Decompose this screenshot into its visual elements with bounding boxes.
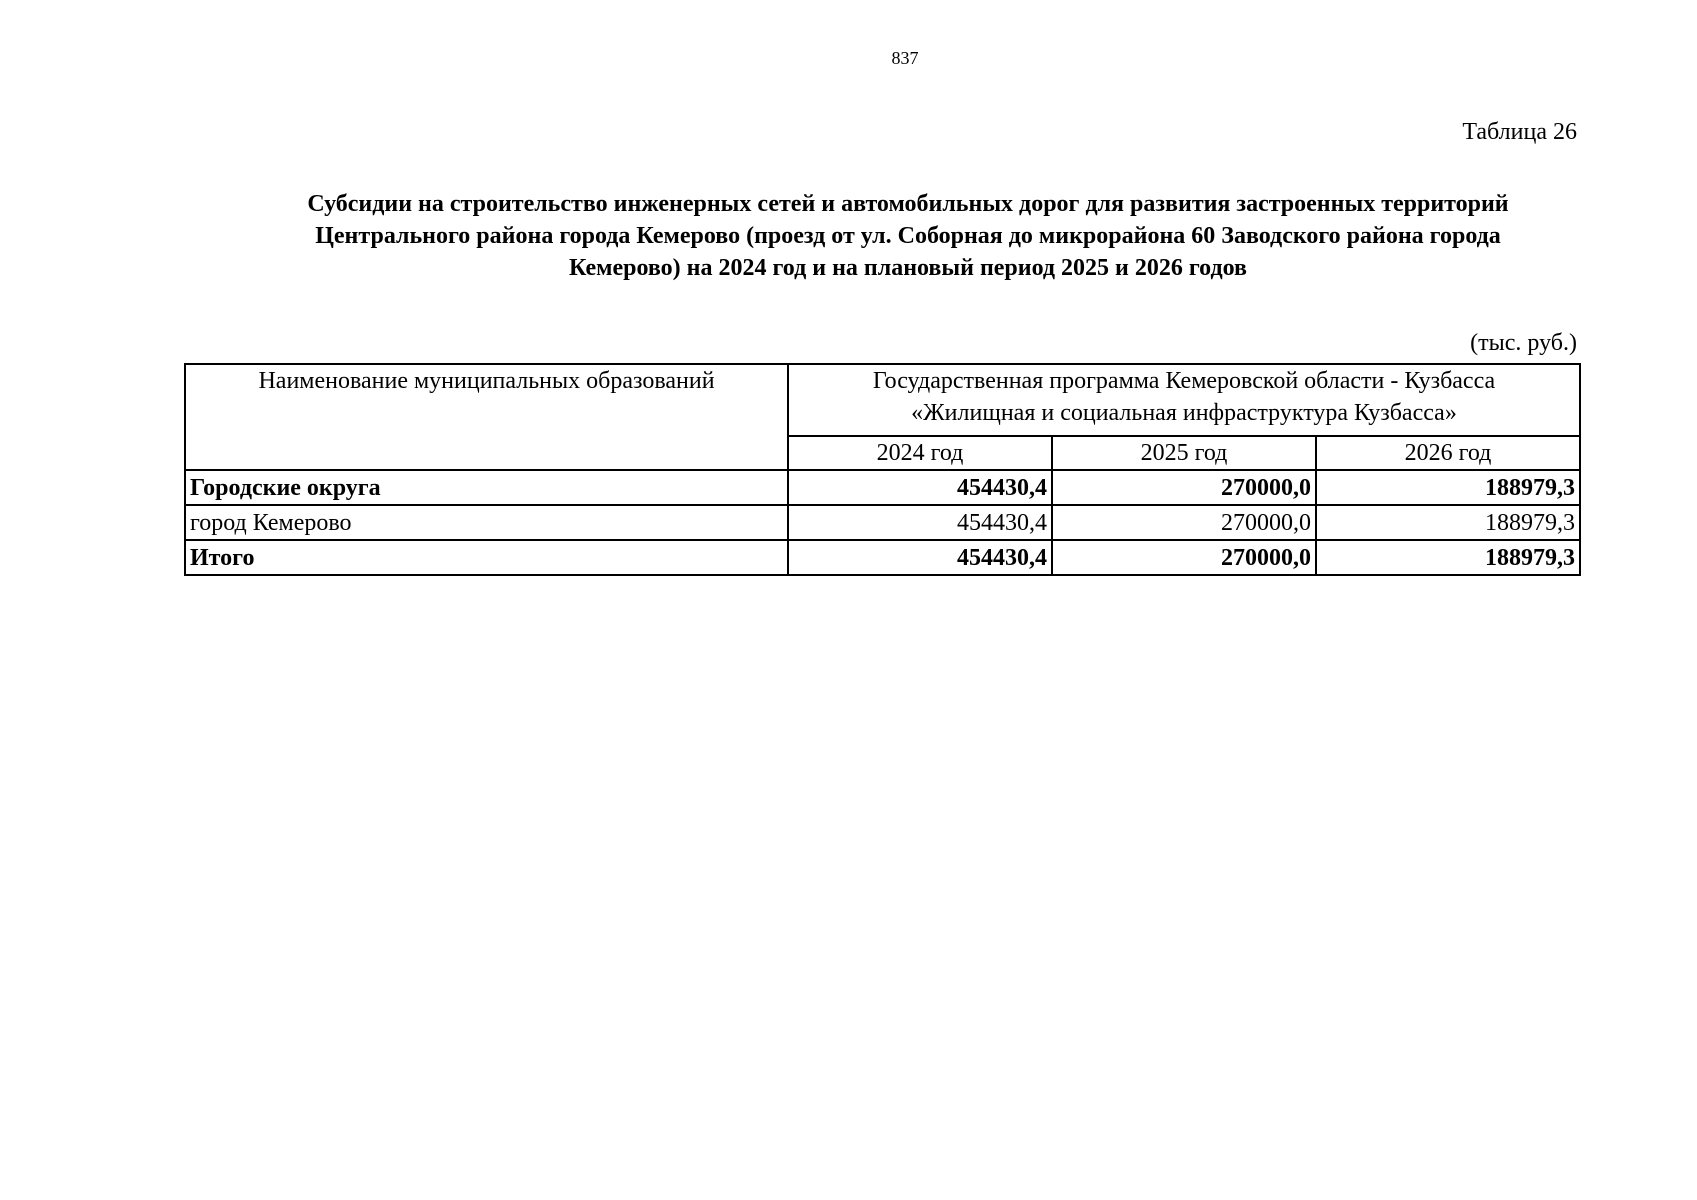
header-municipality: Наименование муниципальных образований [185, 364, 788, 470]
subsidy-table [184, 363, 1581, 576]
row-name: Городские округа [185, 470, 788, 505]
table-label: Таблица 26 [1462, 119, 1577, 145]
table-header-row [185, 364, 1580, 436]
cell-value: 454430,4 [788, 505, 1052, 540]
cell-value: 270000,0 [1052, 540, 1316, 575]
header-year-2024: 2024 год [788, 436, 1052, 470]
header-program-line: Государственная программа Кемеровской области - Кузбасса [872, 368, 1496, 394]
header-year-2025: 2025 год [1052, 436, 1316, 470]
units-label: (тыс. руб.) [1470, 330, 1577, 356]
title-line: Кемерово) на 2024 год и на плановый период 2025 и 2026 годов [568, 255, 1247, 281]
cell-value: 188979,3 [1316, 470, 1580, 505]
cell-value: 454430,4 [788, 540, 1052, 575]
cell-value: 188979,3 [1316, 505, 1580, 540]
page-number: 837 [891, 48, 919, 68]
table-row [185, 470, 1580, 505]
cell-value: 270000,0 [1052, 470, 1316, 505]
row-name: город Кемерово [185, 505, 788, 540]
table-row [185, 505, 1580, 540]
header-year-2026: 2026 год [1316, 436, 1580, 470]
cell-value: 188979,3 [1316, 540, 1580, 575]
title-line: Субсидии на строительство инженерных сетей и автомобильных дорог для развития застроенных территорий [307, 191, 1509, 217]
table-row [185, 540, 1580, 575]
cell-value: 270000,0 [1052, 505, 1316, 540]
header-program [788, 364, 1580, 436]
document-title [180, 188, 1636, 284]
cell-value: 454430,4 [788, 470, 1052, 505]
title-line: Центрального района города Кемерово (проезд от ул. Соборная до микрорайона 60 Заводского района города [315, 223, 1501, 249]
row-name: Итого [185, 540, 788, 575]
header-program-line: «Жилищная и социальная инфраструктура Кузбасса» [911, 400, 1457, 426]
